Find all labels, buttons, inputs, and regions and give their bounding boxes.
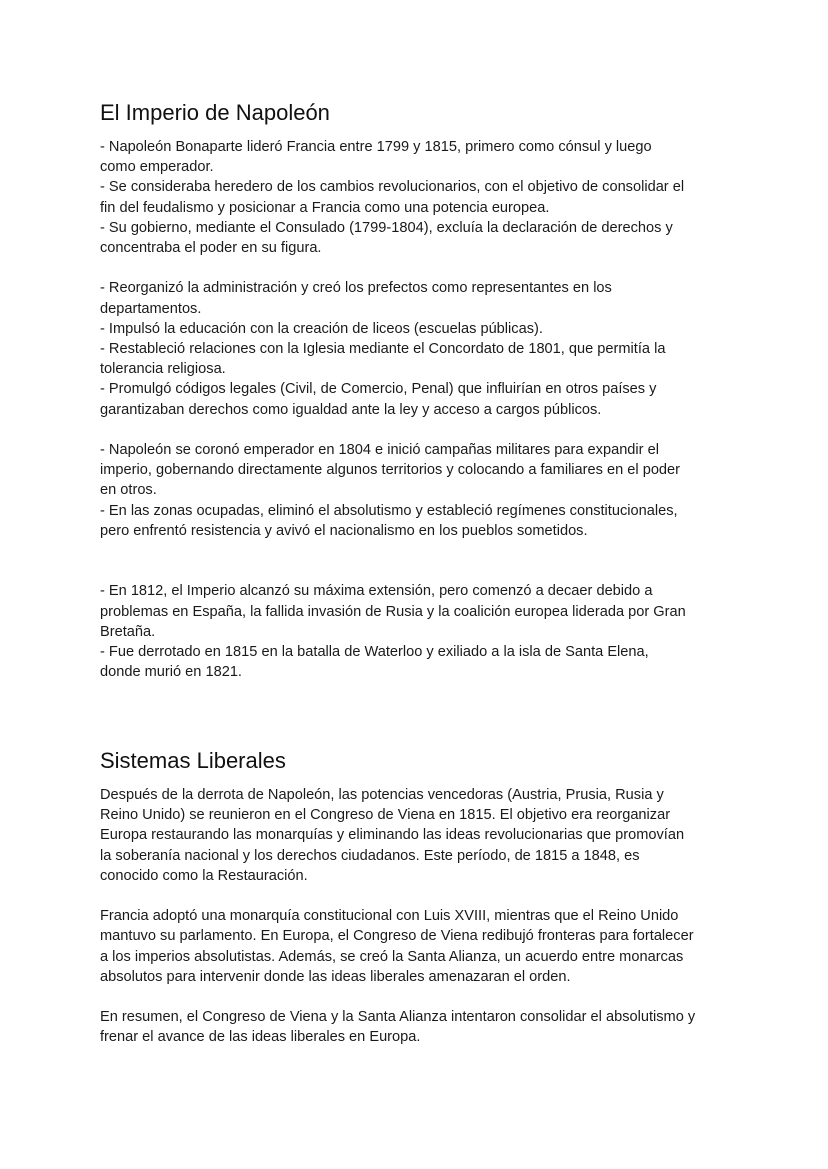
text-line: frenar el avance de las ideas liberales en Europa. xyxy=(100,1029,421,1046)
text-line: - Su gobierno, mediante el Consulado (1799-1804), excluía la declaración de derechos y xyxy=(100,219,673,236)
text-line: donde murió en 1821. xyxy=(100,664,242,681)
text-line: - Restableció relaciones con la Iglesia mediante el Concordato de 1801, que permitía la xyxy=(100,341,666,358)
text-line: departamentos. xyxy=(100,300,202,317)
text-line: Europa restaurando las monarquías y eliminando las ideas revolucionarias que promovían xyxy=(100,827,685,844)
text-line: - En las zonas ocupadas, eliminó el absolutismo y estableció regímenes constitucionales, xyxy=(100,502,678,519)
text-line: imperio, gobernando directamente algunos territorios y colocando a familiares en el poder xyxy=(100,462,681,479)
text-line: tolerancia religiosa. xyxy=(100,361,226,378)
text-line: en otros. xyxy=(100,482,157,499)
text-line: En resumen, el Congreso de Viena y la Santa Alianza intentaron consolidar el absolutismo y xyxy=(100,1009,696,1026)
text-line: - Napoleón Bonaparte lideró Francia entre 1799 y 1815, primero como cónsul y luego xyxy=(100,139,652,155)
text-line: la soberanía nacional y los derechos ciudadanos. Este período, de 1815 a 1848, es xyxy=(100,847,640,864)
text-line: problemas en España, la fallida invasión de Rusia y la coalición europea liderada por Gran xyxy=(100,603,686,620)
paragraph-gap xyxy=(100,258,686,278)
text-line: Bretaña. xyxy=(100,623,156,640)
text-line: a los imperios absolutistas. Además, se creó la Santa Alianza, un acuerdo entre monarcas xyxy=(100,948,684,965)
text-line: - Impulsó la educación con la creación de liceos (escuelas públicas). xyxy=(100,320,543,337)
paragraph-gap xyxy=(100,541,686,581)
text-line: - Promulgó códigos legales (Civil, de Comercio, Penal) que influirían en otros países y xyxy=(100,381,657,398)
text-line: como emperador. xyxy=(100,159,214,176)
section-title-napoleon: El Imperio de Napoleón xyxy=(100,100,330,125)
paragraph-gap xyxy=(100,886,695,906)
text-line: absolutos para intervenir donde las ideas liberales amenazaran el orden. xyxy=(100,968,571,985)
text-line: - Napoleón se coronó emperador en 1804 e inició campañas militares para expandir el xyxy=(100,442,659,459)
text-line: - Fue derrotado en 1815 en la batalla de Waterloo y exiliado a la isla de Santa Elena, xyxy=(100,644,649,661)
paragraph-gap xyxy=(100,420,686,440)
text-line: pero enfrentó resistencia y avivó el nacionalismo en los pueblos sometidos. xyxy=(100,522,588,539)
section-title-liberales: Sistemas Liberales xyxy=(100,748,286,773)
text-line: Francia adoptó una monarquía constitucional con Luis XVIII, mientras que el Reino Unido xyxy=(100,908,679,925)
text-line: Después de la derrota de Napoleón, las potencias vencedoras (Austria, Prusia, Rusia y xyxy=(100,787,664,803)
text-line: fin del feudalismo y posicionar a Francia como una potencia europea. xyxy=(100,199,550,216)
text-line: garantizaban derechos como igualdad ante la ley y acceso a cargos públicos. xyxy=(100,401,602,418)
text-line: mantuvo su parlamento. En Europa, el Congreso de Viena redibujó fronteras para fortalecer xyxy=(100,928,694,945)
section-body-napoleon xyxy=(100,137,686,682)
text-line: conocido como la Restauración. xyxy=(100,867,308,884)
text-line: Reino Unido) se reunieron en el Congreso de Viena en 1815. El objetivo era reorganizar xyxy=(100,807,671,824)
text-line: - En 1812, el Imperio alcanzó su máxima extensión, pero comenzó a decaer debido a xyxy=(100,583,653,600)
text-line: concentraba el poder en su figura. xyxy=(100,240,322,257)
paragraph-gap xyxy=(100,987,695,1007)
text-line: - Se consideraba heredero de los cambios revolucionarios, con el objetivo de consolidar el xyxy=(100,179,685,196)
section-body-liberales xyxy=(100,785,695,1048)
text-line: - Reorganizó la administración y creó los prefectos como representantes en los xyxy=(100,280,612,297)
